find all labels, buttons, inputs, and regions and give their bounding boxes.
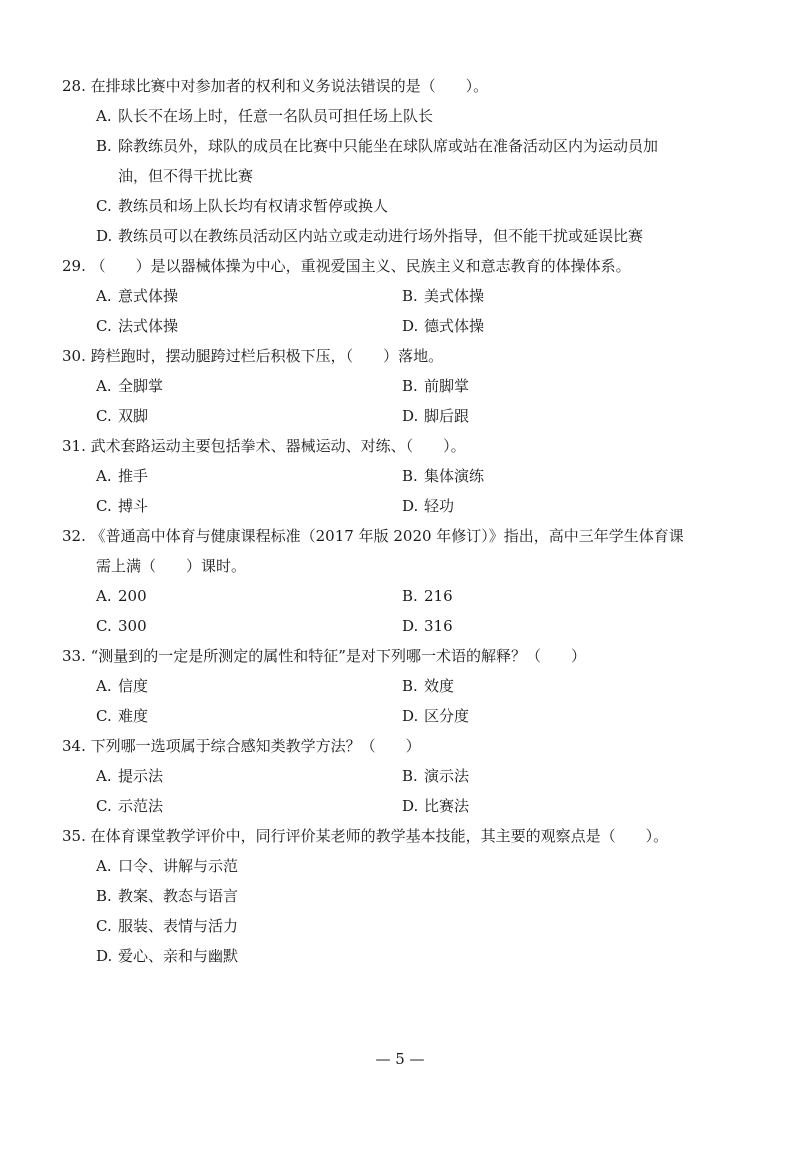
option-33-c xyxy=(96,706,148,726)
option-32-b xyxy=(402,586,453,606)
option-letter: D. xyxy=(96,947,113,965)
option-text: 轻功 xyxy=(424,497,455,515)
option-32-a xyxy=(96,586,147,606)
option-text: 示范法 xyxy=(118,797,164,815)
option-letter: D. xyxy=(402,797,419,815)
option-29-a xyxy=(96,286,178,306)
option-letter: A. xyxy=(96,377,112,395)
option-letter: C. xyxy=(96,497,112,515)
question-31 xyxy=(62,436,742,456)
option-34-c xyxy=(96,796,163,816)
option-32-c xyxy=(96,616,147,636)
question-stem: 《普通高中体育与健康课程标准（2017 年版 2020 年修订）》指出，高中三年学生体育课 xyxy=(90,527,684,545)
question-35 xyxy=(62,826,742,846)
option-letter: B. xyxy=(402,767,418,785)
option-text: 法式体操 xyxy=(118,317,179,335)
option-letter: C. xyxy=(96,917,112,935)
option-30-d xyxy=(402,406,469,426)
question-stem: 跨栏跑时，摆动腿跨过栏后积极下压，（ ）落地。 xyxy=(90,347,444,365)
option-letter: A. xyxy=(96,107,112,125)
option-text: 316 xyxy=(424,617,453,635)
option-34-a xyxy=(96,766,163,786)
option-35-d xyxy=(96,946,238,966)
option-text: 口令、讲解与示范 xyxy=(118,857,239,875)
option-32-d xyxy=(402,616,453,636)
question-number: 35. xyxy=(62,827,86,845)
option-29-b xyxy=(402,286,484,306)
page-number: — 5 — xyxy=(375,1050,425,1068)
option-30-b xyxy=(402,376,469,396)
option-text: 推手 xyxy=(118,467,149,485)
option-text: 服装、表情与活力 xyxy=(118,917,239,935)
option-letter: C. xyxy=(96,197,112,215)
question-stem: “测量到的一定是所测定的属性和特征”是对下列哪一术语的解释？（ ） xyxy=(90,647,586,665)
option-29-d xyxy=(402,316,484,336)
option-text: 提示法 xyxy=(118,767,164,785)
option-29-c xyxy=(96,316,178,336)
option-text: 除教练员外，球队的成员在比赛中只能坐在球队席或站在准备活动区内为运动员加 xyxy=(118,137,659,155)
option-33-a xyxy=(96,676,148,696)
option-letter: A. xyxy=(96,677,112,695)
option-31-d xyxy=(402,496,454,516)
question-stem: 下列哪一选项属于综合感知类教学方法？（ ） xyxy=(90,737,421,755)
option-letter: B. xyxy=(96,887,112,905)
option-letter: A. xyxy=(96,767,112,785)
option-28-d xyxy=(96,226,643,246)
question-32-continuation: 需上满（ ）课时。 xyxy=(96,557,247,575)
question-stem: 武术套路运动主要包括拳术、器械运动、对练、（ ）。 xyxy=(90,437,466,455)
option-text: 教练员可以在教练员活动区内站立或走动进行场外指导，但不能干扰或延误比赛 xyxy=(118,227,644,245)
option-text: 216 xyxy=(424,587,453,605)
option-letter: C. xyxy=(96,617,112,635)
option-34-b xyxy=(402,766,469,786)
question-stem: 在体育课堂教学评价中，同行评价某老师的教学基本技能，其主要的观察点是（ ）。 xyxy=(90,827,669,845)
option-text: 队长不在场上时，任意一名队员可担任场上队长 xyxy=(118,107,434,125)
option-letter: D. xyxy=(402,497,419,515)
option-35-c xyxy=(96,916,238,936)
option-letter: A. xyxy=(96,857,112,875)
option-text: 效度 xyxy=(424,677,455,695)
option-text: 爱心、亲和与幽默 xyxy=(118,947,239,965)
option-letter: D. xyxy=(402,407,419,425)
question-30 xyxy=(62,346,742,366)
option-text: 200 xyxy=(118,587,147,605)
option-text: 德式体操 xyxy=(424,317,485,335)
question-29 xyxy=(62,256,742,276)
option-31-c xyxy=(96,496,148,516)
option-letter: C. xyxy=(96,707,112,725)
option-text: 区分度 xyxy=(424,707,470,725)
option-text: 300 xyxy=(118,617,147,635)
option-letter: B. xyxy=(96,137,112,155)
question-28 xyxy=(62,76,742,96)
option-text: 搏斗 xyxy=(118,497,149,515)
option-28-a xyxy=(96,106,433,126)
option-letter: A. xyxy=(96,467,112,485)
question-number: 33. xyxy=(62,647,86,665)
question-number: 34. xyxy=(62,737,86,755)
option-letter: B. xyxy=(402,377,418,395)
option-33-d xyxy=(402,706,469,726)
option-31-b xyxy=(402,466,484,486)
question-number: 31. xyxy=(62,437,86,455)
option-letter: B. xyxy=(402,467,418,485)
option-letter: C. xyxy=(96,797,112,815)
option-letter: D. xyxy=(402,317,419,335)
option-text: 双脚 xyxy=(118,407,149,425)
option-33-b xyxy=(402,676,454,696)
option-text: 集体演练 xyxy=(424,467,485,485)
option-letter: D. xyxy=(402,617,419,635)
option-35-a xyxy=(96,856,238,876)
option-letter: A. xyxy=(96,287,112,305)
option-35-b xyxy=(96,886,238,906)
question-number: 28. xyxy=(62,77,86,95)
option-letter: B. xyxy=(402,677,418,695)
question-34 xyxy=(62,736,742,756)
option-28-c xyxy=(96,196,388,216)
option-letter: C. xyxy=(96,317,112,335)
question-32 xyxy=(62,526,742,546)
option-text: 信度 xyxy=(118,677,149,695)
option-31-a xyxy=(96,466,148,486)
option-28-b xyxy=(96,136,658,156)
option-letter: D. xyxy=(402,707,419,725)
option-letter: B. xyxy=(402,287,418,305)
option-text: 教案、教态与语言 xyxy=(118,887,239,905)
option-text: 美式体操 xyxy=(424,287,485,305)
option-text: 意式体操 xyxy=(118,287,179,305)
question-number: 30. xyxy=(62,347,86,365)
option-text: 教练员和场上队长均有权请求暂停或换人 xyxy=(118,197,389,215)
option-34-d xyxy=(402,796,469,816)
option-letter: D. xyxy=(96,227,113,245)
option-30-a xyxy=(96,376,163,396)
option-text: 全脚掌 xyxy=(118,377,164,395)
option-text: 比赛法 xyxy=(424,797,470,815)
question-stem: 在排球比赛中对参加者的权利和义务说法错误的是（ ）。 xyxy=(90,77,489,95)
option-letter: C. xyxy=(96,407,112,425)
question-number: 29. xyxy=(62,257,86,275)
option-letter: A. xyxy=(96,587,112,605)
option-30-c xyxy=(96,406,148,426)
option-text: 演示法 xyxy=(424,767,470,785)
question-stem: （ ）是以器械体操为中心，重视爱国主义、民族主义和意志教育的体操体系。 xyxy=(90,257,631,275)
question-number: 32. xyxy=(62,527,86,545)
option-28-b-continuation: 油，但不得干扰比赛 xyxy=(118,167,254,185)
option-text: 脚后跟 xyxy=(424,407,470,425)
question-33 xyxy=(62,646,742,666)
option-text: 难度 xyxy=(118,707,149,725)
option-letter: B. xyxy=(402,587,418,605)
option-text: 前脚掌 xyxy=(424,377,470,395)
